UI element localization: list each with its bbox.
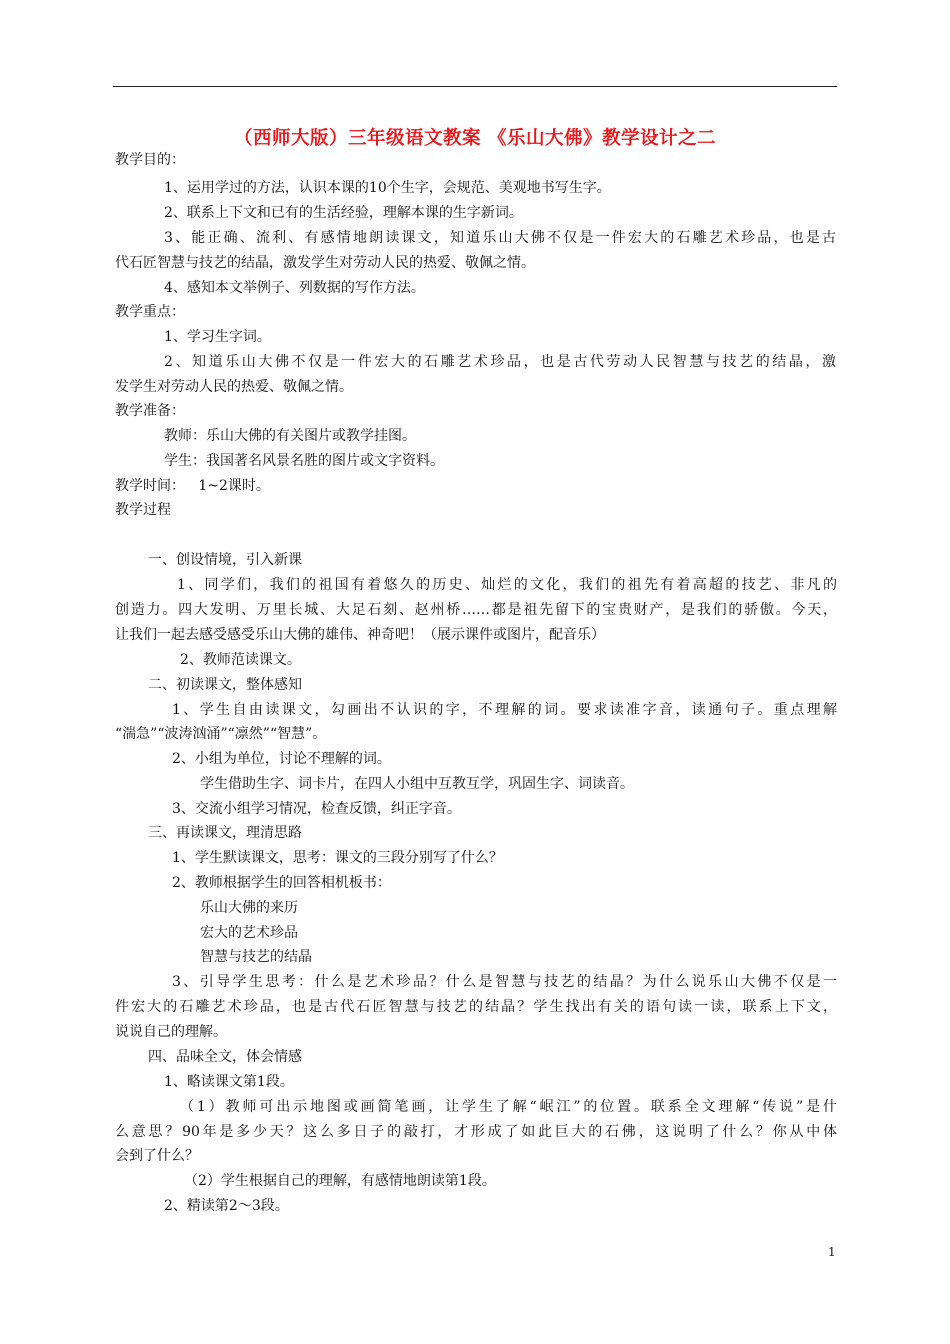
section-2-p1-line-1: 1、学生自由读课文，勾画出不认识的字，不理解的词。要求读准字音，读通句子。重点理解 [172, 702, 837, 718]
section-1-p1-line-2: 创造力。四大发明、万里长城、大足石刻、赵州桥……都是祖先留下的宝贵财产，是我们的骄傲。今天， [115, 602, 837, 618]
section-4-p1a-line-3: 会到了什么？ [115, 1148, 199, 1164]
section-4-p1b: （2）学生根据自己的理解，有感情地朗读第1段。 [184, 1173, 496, 1189]
section-4-p1a-line-2: 么意思？90年是多少天？这么多日子的敲打，才形成了如此巨大的石佛，这说明了什么？你从中体 [115, 1124, 837, 1140]
section-4-p1: 1、略读课文第1段。 [164, 1074, 294, 1090]
section-3-p1: 1、学生默读课文，思考：课文的三段分别写了什么？ [172, 850, 503, 866]
section-2-p3: 3、交流小组学习情况，检查反馈，纠正字音。 [172, 801, 461, 817]
section-1-p1-line-1: 1、同学们，我们的祖国有着悠久的历史、灿烂的文化，我们的祖先有着高超的技艺、非凡的 [177, 577, 837, 593]
document-title: （西师大版）三年级语文教案 《乐山大佛》教学设计之二 [234, 128, 716, 149]
section-2-heading: 二、初读课文，整体感知 [148, 677, 302, 693]
header-rule [113, 86, 837, 87]
section-3-p3-line-1: 3、引导学生思考：什么是艺术珍品？什么是智慧与技艺的结晶？为什么说乐山大佛不仅是一 [172, 974, 837, 990]
goal-1: 1、运用学过的方法，认识本课的10个生字，会规范、美观地书写生字。 [164, 180, 611, 196]
section-3-p3-line-3: 说说自己的理解。 [115, 1024, 227, 1040]
board-item-2: 宏大的艺术珍品 [200, 925, 298, 941]
focus-heading: 教学重点： [115, 304, 185, 320]
section-4-p1a-line-1: （1）教师可出示地图或画简笔画，让学生了解“岷江”的位置。联系全文理解“传说”是什 [180, 1099, 837, 1115]
goal-2: 2、联系上下文和已有的生活经验，理解本课的生字新词。 [164, 205, 523, 221]
section-1-p2: 2、教师范读课文。 [180, 652, 301, 668]
board-item-3: 智慧与技艺的结晶 [200, 949, 312, 965]
goals-heading: 教学目的： [115, 152, 185, 168]
goal-3-line-2: 代石匠智慧与技艺的结晶，激发学生对劳动人民的热爱、敬佩之情。 [115, 255, 535, 271]
section-2-p2: 2、小组为单位，讨论不理解的词。 [172, 751, 391, 767]
focus-1: 1、学习生字词。 [164, 329, 271, 345]
section-1-p1-line-3: 让我们一起去感受感受乐山大佛的雄伟、神奇吧！（展示课件或图片，配音乐） [115, 627, 605, 643]
focus-2-line-2: 发学生对劳动人民的热爱、敬佩之情。 [115, 379, 353, 395]
section-3-heading: 三、再读课文，理清思路 [148, 825, 302, 841]
board-item-1: 乐山大佛的来历 [200, 900, 298, 916]
process-heading: 教学过程 [115, 502, 171, 518]
section-4-heading: 四、品味全文，体会情感 [148, 1049, 302, 1065]
prep-teacher: 教师：乐山大佛的有关图片或教学挂图。 [164, 428, 416, 444]
goal-4: 4、感知本文举例子、列数据的写作方法。 [164, 280, 425, 296]
goal-3-line-1: 3、能正确、流利、有感情地朗读课文，知道乐山大佛不仅是一件宏大的石雕艺术珍品，也是古 [164, 230, 836, 246]
section-3-p2: 2、教师根据学生的回答相机板书： [172, 875, 391, 891]
prep-student: 学生：我国著名风景名胜的图片或文字资料。 [164, 453, 444, 469]
section-2-p2-sub: 学生借助生字、词卡片，在四人小组中互教互学，巩固生字、词读音。 [200, 776, 634, 792]
page-number: 1 [828, 1245, 836, 1259]
section-2-p1-line-2: “湍急”“波涛汹涌”“凛然”“智慧”。 [115, 726, 327, 742]
time-line: 教学时间： 1~2课时。 [115, 478, 270, 494]
section-4-p2: 2、精读第2～3段。 [164, 1198, 289, 1214]
prep-heading: 教学准备： [115, 403, 185, 419]
focus-2-line-1: 2、知道乐山大佛不仅是一件宏大的石雕艺术珍品，也是古代劳动人民智慧与技艺的结晶，激 [164, 354, 836, 370]
section-3-p3-line-2: 件宏大的石雕艺术珍品，也是古代石匠智慧与技艺的结晶？学生找出有关的语句读一读，联系上下文， [115, 999, 837, 1015]
section-1-heading: 一、创设情境，引入新课 [148, 552, 302, 568]
